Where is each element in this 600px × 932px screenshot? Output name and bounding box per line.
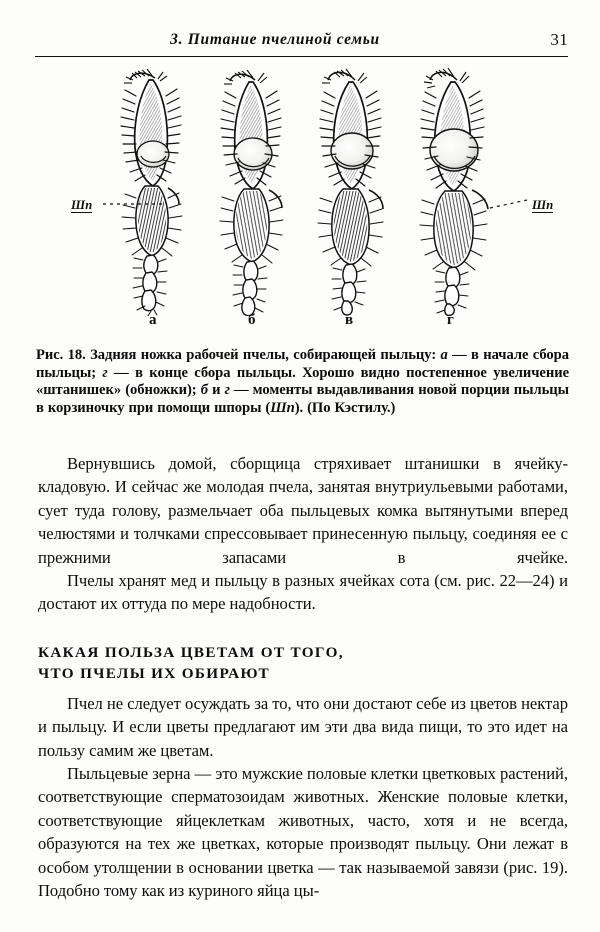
spur-label-right: Шп xyxy=(532,198,554,212)
leg-panel-d xyxy=(420,68,488,315)
spur-leader-right xyxy=(490,200,527,208)
panel-letter-g: г xyxy=(447,312,454,328)
figure-18 xyxy=(35,68,568,338)
panel-letter-b: б xyxy=(248,312,256,328)
leg-panel-a xyxy=(121,69,182,316)
paragraph-1: Вернувшись домой, сборщица стряхивает штанишки в ячейку-кладовую. И сейчас же молодая пчела, занятая внутриульевыми работами, сует туда голову, размельчает оба пыльцевых комка вытянутыми вперед челюстями и толчками спрессовывает принесенную пыльцу, соединяя ее с прежними запасами в ячейке. xyxy=(38,454,568,567)
leg-panel-c xyxy=(318,69,383,315)
caption-emphasis-b: б xyxy=(200,382,208,399)
body-text xyxy=(38,452,568,903)
figure-caption xyxy=(36,347,569,417)
page-number: 31 xyxy=(550,30,568,49)
caption-text-1: Задняя ножка рабочей пчелы, собирающей пыльцу: xyxy=(85,347,441,363)
caption-text-4: и xyxy=(207,382,225,399)
spur-label-left: Шп xyxy=(71,198,93,212)
header-chapter-title: 3. Питание пчелиной семьи xyxy=(170,31,380,48)
paragraph-3: Пчел не следует осуждать за то, что они достают себе из цветов нектар и пыльцу. И если цветы предлагают им эти два вида пищи, то это идет на пользу самим же цветам. xyxy=(38,693,568,760)
section-heading-line-1: КАКАЯ ПОЛЬЗА ЦВЕТАМ ОТ ТОГО, xyxy=(38,643,344,661)
caption-text-6: ). (По Кэстилу.) xyxy=(294,399,396,416)
section-heading-line-2: ЧТО ПЧЕЛЫ ИХ ОБИРАЮТ xyxy=(38,664,270,682)
figure-panel-letters xyxy=(35,312,568,336)
paragraph-2: Пчелы хранят мед и пыльцу в разных ячейках сота (см. рис. 22—24) и достают их оттуда по мере надобности. xyxy=(38,571,568,614)
panel-letter-v: в xyxy=(345,312,354,328)
header-rule xyxy=(35,56,568,57)
caption-emphasis-a: а xyxy=(440,347,448,363)
caption-text-2: — в начале сбора пыльцы; xyxy=(36,347,569,381)
bee-hind-legs-illustration xyxy=(35,68,568,316)
panel-letter-a: а xyxy=(149,312,157,328)
caption-text-3: — в конце сбора пыльцы. Хорошо видно постепенное увеличение «штанишек» (обножки); xyxy=(36,364,569,399)
caption-emphasis-g-2: г xyxy=(224,382,230,399)
leg-panel-b xyxy=(220,70,283,316)
caption-emphasis-shp: Шп xyxy=(270,399,295,416)
running-header xyxy=(35,31,568,57)
caption-emphasis-g-1: г xyxy=(102,364,108,381)
caption-figure-label: Рис. 18. xyxy=(36,347,86,363)
caption-text-5: — моменты выдавливания новой порции пыльцы в корзиночку при помощи шпоры ( xyxy=(36,382,569,416)
section-heading xyxy=(38,616,568,692)
paragraph-4: Пыльцевые зерна — это мужские половые клетки цветковых растений, соответствующие сперматозоидам животных. Женские половые клетки, соответствующие яйцеклеткам животных, часто, хотя и не всегда, образуются на тех же цветках, которые производят пыльцу. Они лежат в особом утолщении в основании цветка — так называемой завязи (рис. 19). Подобно тому как из куриного яйца цы- xyxy=(38,764,568,901)
